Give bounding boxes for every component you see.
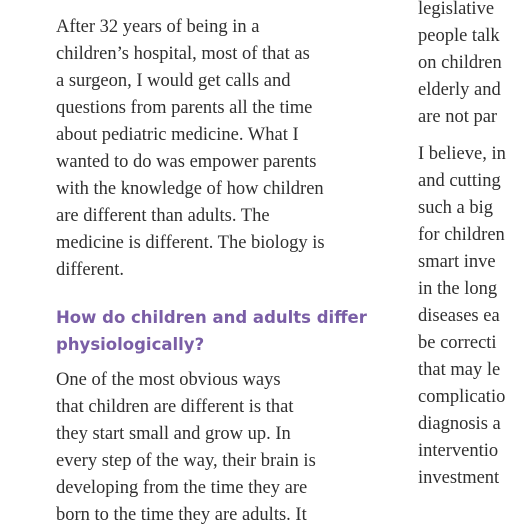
section-heading	[56, 304, 367, 358]
text-line: legislative	[418, 0, 495, 19]
text-line: I believe, in	[418, 144, 506, 164]
text-line: on children	[418, 53, 502, 73]
text-line: diseases ea	[418, 306, 500, 326]
text-line: medicine is different. The biology is	[56, 233, 325, 253]
heading-line: physiologically?	[56, 335, 205, 354]
text-line: with the knowledge of how children	[56, 179, 324, 199]
text-line: born to the time they are adults. It	[56, 505, 307, 525]
text-line: are not par	[418, 107, 498, 127]
text-line: people talk	[418, 26, 500, 46]
text-line: be correcti	[418, 333, 497, 353]
text-line: every step of the way, their brain is	[56, 451, 316, 471]
text-line: about pediatric medicine. What I	[56, 125, 299, 145]
heading-line: How do children and adults differ	[56, 308, 367, 327]
left-paragraph-2	[56, 367, 316, 529]
text-line: are different than adults. The	[56, 206, 270, 226]
text-line: children’s hospital, most of that as	[56, 44, 310, 64]
text-line: smart inve	[418, 252, 496, 272]
left-paragraph-1	[56, 14, 325, 284]
text-line: investment	[418, 468, 500, 488]
text-line: interventio	[418, 441, 499, 461]
right-paragraph-2	[418, 141, 506, 492]
text-line: developing from the time they are	[56, 478, 308, 498]
text-line: that may le	[418, 360, 501, 380]
right-paragraph-1	[418, 0, 502, 131]
text-line: a surgeon, I would get calls and	[56, 71, 291, 91]
text-line: complicatio	[418, 387, 506, 407]
text-line: One of the most obvious ways	[56, 370, 281, 390]
text-line: wanted to do was empower parents	[56, 152, 317, 172]
text-line: questions from parents all the time	[56, 98, 313, 118]
text-line: for children	[418, 225, 505, 245]
text-line: elderly and	[418, 80, 501, 100]
text-line: and cutting	[418, 171, 501, 191]
text-line: After 32 years of being in a	[56, 17, 260, 37]
text-line: they start small and grow up. In	[56, 424, 291, 444]
text-line: that children are different is that	[56, 397, 294, 417]
text-line: diagnosis a	[418, 414, 501, 434]
text-line: in the long	[418, 279, 498, 299]
text-line: different.	[56, 260, 124, 280]
text-line: such a big	[418, 198, 494, 218]
